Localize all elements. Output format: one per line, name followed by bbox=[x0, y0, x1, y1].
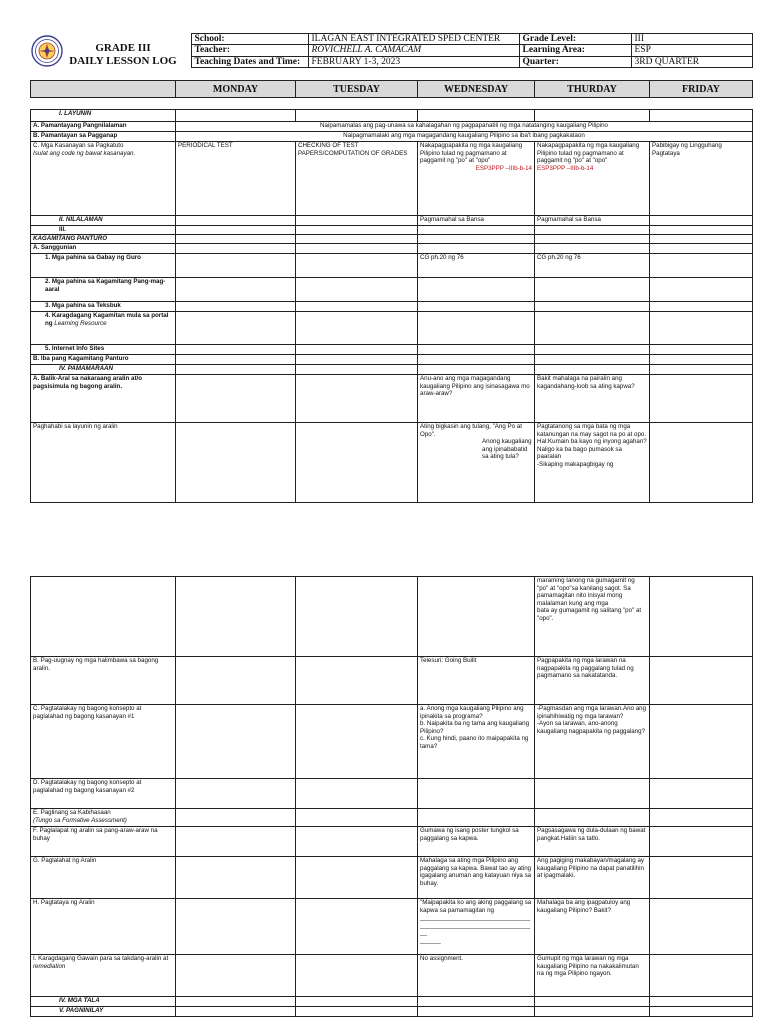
area-label: Learning Area: bbox=[519, 45, 631, 56]
kasanayan-friday: Pabibigay ng Lingguhang Pagtataya bbox=[650, 142, 753, 216]
table-row bbox=[31, 955, 753, 997]
karagdagang-gawain-thursday: Gumupit ng mga larawan ng mga kaugaliang Pilipino na nakakalimutan na ng mga Pilipino ngayon. bbox=[535, 955, 650, 997]
days-header-row bbox=[30, 80, 753, 98]
paghahabi-wednesday: Ating bigkasin ang tulang, "Ang Po at Opo". Anong kaugaliang ang ipinababatid sa ating tula? bbox=[418, 423, 535, 503]
quarter-label: Quarter: bbox=[519, 56, 631, 67]
row-label-pamamaraan: IV. PAMAMARAAN bbox=[31, 365, 176, 375]
gabay-guro-thursday: CG ph.20 ng 76 bbox=[535, 254, 650, 278]
pangnilalaman-value: Naipamamalas ang pag-unawa sa kahalagahan ng pagpapanatili ng mga natatanging kaugaliang Pilipino bbox=[176, 122, 753, 132]
row-label-kabihasaan: E. Paglinang sa Kabihasaan (Tungo sa Formative Assessment) bbox=[31, 809, 176, 827]
paglalahat-wednesday: Mahalaga sa ating mga Pilipino ang paggalang sa kapwa. Bawat tao ay ating igagalang anuman ang katayuan niya sa buhay. bbox=[418, 857, 535, 899]
balik-aral-wednesday: Anu-ano ang mga magagandang kaugaliang Pilipino ang isinasagawa mo araw-araw? bbox=[418, 375, 535, 423]
table-row bbox=[31, 142, 753, 216]
table-row bbox=[31, 132, 753, 142]
table-row bbox=[31, 423, 753, 503]
pagtatalakay-1-thursday: -Pagmasdan ang mga larawan.Ano ang ipinahihiwatig ng mga larawan? -Ayon sa larawan, ano-anong kaugaliang nagpapakita ng paggalang? bbox=[535, 705, 650, 779]
table-row bbox=[31, 779, 753, 809]
row-label-gabay-guro: 1. Mga pahina sa Gabay ng Guro bbox=[31, 254, 176, 278]
row-label-pagtatalakay-1: C. Pagtatalakay ng bagong konsepto at paglalahad ng bagong kasanayan #1 bbox=[31, 705, 176, 779]
table-row bbox=[31, 577, 753, 657]
table-row bbox=[31, 302, 753, 312]
day-thursday: THURDAY bbox=[535, 81, 650, 98]
row-label-paglalahat: G. Paglalahat ng Aralin bbox=[31, 857, 176, 899]
teacher-value: ROVICHELL A. CAMACAM bbox=[308, 45, 519, 56]
row-label-balik-aral: A. Balik-Aral sa nakaraang aralin at/o pagsisimula ng bagong aralin. bbox=[31, 375, 176, 423]
table-row bbox=[31, 375, 753, 423]
table-row bbox=[31, 355, 753, 365]
paghahabi-thursday: Pagtatanong sa mga bata ng mga katanungan na may sagot na po at opo. Hal:Kumain ba kayo ng inyong agahan? Naligo ka ba bago pumasok sa paaralan -Sikaping makapagbigay ng bbox=[535, 423, 650, 503]
pag-uugnay-thursday: Pagpapakita ng mga larawan na nagpapakita ng paggalang tulad ng pagmamano sa nakatatanda. bbox=[535, 657, 650, 705]
nilalaman-thursday: Pagmamahal sa Bansa bbox=[535, 216, 650, 226]
table-row bbox=[31, 110, 753, 122]
teacher-label: Teacher: bbox=[191, 45, 308, 56]
table-row bbox=[31, 312, 753, 345]
grade-value: III bbox=[631, 34, 752, 45]
table-row bbox=[31, 857, 753, 899]
row-label-nilalaman: II. NILALAMAN bbox=[31, 216, 176, 226]
pag-uugnay-wednesday: Telesuri: Going Builit bbox=[418, 657, 535, 705]
row-label-sanggunian: A. Sanggunian bbox=[31, 244, 176, 254]
code-wednesday: ESP3PPP –IIIb-b-14 bbox=[475, 164, 532, 172]
table-row bbox=[31, 899, 753, 955]
pagtatalakay-1-wednesday: a. Anong mga kaugaliang Pilipino ang ipinakita sa programa? b. Naipakita ba ng tama ang kaugaliang Pilipino? c. Kung hindi, paano ito maipapakita ng tama? bbox=[418, 705, 535, 779]
pagtataya-thursday: Mahalaga ba ang ipagpatuloy ang kaugaliang Pilipino? Bakit? bbox=[535, 899, 650, 955]
day-monday: MONDAY bbox=[176, 81, 296, 98]
kasanayan-thursday: Nakapagpapakita ng mga kaugaliang Pilipino tulad ng pagmamano at paggamit ng "po" at "opo" ESP3PPP –IIIb-b-14 bbox=[535, 142, 650, 216]
balik-aral-thursday: Bakit mahalaga na pairalin ang kagandahang-loob sa ating kapwa? bbox=[535, 375, 650, 423]
table-row bbox=[31, 657, 753, 705]
row-label-internet: 5. Internet Info Sites bbox=[31, 345, 176, 355]
dates-value: FEBRUARY 1-3, 2023 bbox=[308, 56, 519, 67]
table-row bbox=[31, 1007, 753, 1017]
table-row bbox=[31, 365, 753, 375]
dates-label: Teaching Dates and Time: bbox=[191, 56, 308, 67]
row-label-pag-uugnay: B. Pag-uugnay ng mga halimbawa sa bagong aralin. bbox=[31, 657, 176, 705]
table-row bbox=[31, 345, 753, 355]
day-wednesday: WEDNESDAY bbox=[418, 81, 535, 98]
paglalapat-thursday: Pagsasagawa ng dula-dulaan ng bawat pangkat.Hatiin sa tatlo. bbox=[535, 827, 650, 857]
deped-seal-icon bbox=[31, 35, 63, 67]
row-label-pagganap: B. Pamantayan sa Pagganap bbox=[31, 132, 176, 142]
school-label: School: bbox=[191, 34, 308, 45]
days-blank-cell bbox=[31, 81, 176, 98]
row-label-teksbuk: 3. Mga pahina sa Teksbuk bbox=[31, 302, 176, 312]
pagtataya-wednesday: "Maipapakita ko ang aking paggalang sa kapwa sa pamamagitan ng __________________________________________________________________ ______ bbox=[418, 899, 535, 955]
paghahabi-thursday-continued: maraming tanong na gumagamit ng "po" at "opo"sa kanilang sagot. Sa pamamagitan nito inisyal mong malalaman kung ang mga bata ay gumagamit ng salitang "po" at "opo". bbox=[535, 577, 650, 657]
paglalapat-wednesday: Gumawa ng isang poster tungkol sa paggalang sa kapwa. bbox=[418, 827, 535, 857]
table-row bbox=[31, 235, 753, 244]
grade-label: Grade Level: bbox=[519, 34, 631, 45]
paglalahat-thursday: Ang pagiging makabayan/magalang ay kaugaliang Pilipino na dapat panatilihin at ipagmalaki. bbox=[535, 857, 650, 899]
kasanayan-wednesday: Nakapagpapakita ng mga kaugaliang Pilipino tulad ng pagmamano at paggamit ng "po" at "opo" ESP3PPP –IIIb-b-14 bbox=[418, 142, 535, 216]
kasanayan-monday: PERIODICAL TEST bbox=[176, 142, 296, 216]
row-label-pagtataya: H. Pagtataya ng Aralin bbox=[31, 899, 176, 955]
table-row bbox=[31, 705, 753, 779]
row-label-kagamitang: KAGAMITANG PANTURO bbox=[31, 235, 176, 244]
table-row bbox=[31, 278, 753, 302]
day-tuesday: TUESDAY bbox=[296, 81, 418, 98]
table-row bbox=[31, 254, 753, 278]
lesson-table-part2 bbox=[30, 576, 753, 1017]
table-row bbox=[31, 216, 753, 226]
kasanayan-tuesday: CHECKING OF TEST PAPERS/COMPUTATION OF GRADES bbox=[296, 142, 418, 216]
row-label-paghahabi: Paghahabi sa layunin ng aralin bbox=[31, 423, 176, 503]
row-label-portal: 4. Karagdagang Kagamitan mula sa portal ng Learning Resource bbox=[31, 312, 176, 345]
answer-blank-lines: __________________________________________________________________ ______ bbox=[420, 914, 531, 944]
row-label-karagdagang-gawain: I. Karagdagang Gawain para sa takdang-aralin at remediation bbox=[31, 955, 176, 997]
page-subtitle: DAILY LESSON LOG bbox=[69, 54, 177, 67]
row-label-layunin: I. LAYUNIN bbox=[31, 110, 176, 122]
area-value: ESP bbox=[631, 45, 752, 56]
table-row bbox=[31, 122, 753, 132]
pagganap-value: Naipagmamalaki ang mga magagandang kaugaliang Pilipino sa iba't ibang pagkakataon bbox=[176, 132, 753, 142]
table-row bbox=[31, 244, 753, 254]
karagdagang-gawain-wednesday: No assignment. bbox=[418, 955, 535, 997]
nilalaman-wednesday: Pagmamahal sa Bansa bbox=[418, 216, 535, 226]
table-row bbox=[31, 226, 753, 235]
row-label-iii: III. bbox=[31, 226, 176, 235]
code-thursday: ESP3PPP –IIIb-b-14 bbox=[537, 164, 594, 172]
row-label-kasanayan: C. Mga Kasanayan sa Pagkatuto Isulat ang code ng bawat kasanayan. bbox=[31, 142, 176, 216]
quarter-value: 3RD QUARTER bbox=[631, 56, 752, 67]
header-logo-cell bbox=[30, 34, 191, 68]
row-label-pagtatalakay-2: D. Pagtatalakay ng bagong konsepto at paglalahad ng bagong kasanayan #2 bbox=[31, 779, 176, 809]
gabay-guro-wednesday: CG ph.20 ng 76 bbox=[418, 254, 535, 278]
day-friday: FRIDAY bbox=[650, 81, 753, 98]
row-label-mga-tala: IV. MGA TALA bbox=[31, 997, 176, 1007]
row-label-iba-pang-kagamitan: B. Iba pang Kagamitang Panturo bbox=[31, 355, 176, 365]
row-label-paglalapat: F. Paglalapat ng aralin sa pang-araw-araw na buhay bbox=[31, 827, 176, 857]
row-label-pangnilalaman: A. Pamantayang Pangnilalaman bbox=[31, 122, 176, 132]
table-row bbox=[31, 997, 753, 1007]
header-table bbox=[30, 33, 753, 68]
table-row bbox=[31, 827, 753, 857]
page-title: GRADE III bbox=[95, 41, 151, 54]
row-label-kagamitang-mag-aaral: 2. Mga pahina sa Kagamitang Pang-mag-aaral bbox=[31, 278, 176, 302]
lesson-table-part1 bbox=[30, 109, 753, 503]
row-label-pagninilay: V. PAGNINILAY bbox=[31, 1007, 176, 1017]
table-row bbox=[31, 809, 753, 827]
school-value: ILAGAN EAST INTEGRATED SPED CENTER bbox=[308, 34, 519, 45]
